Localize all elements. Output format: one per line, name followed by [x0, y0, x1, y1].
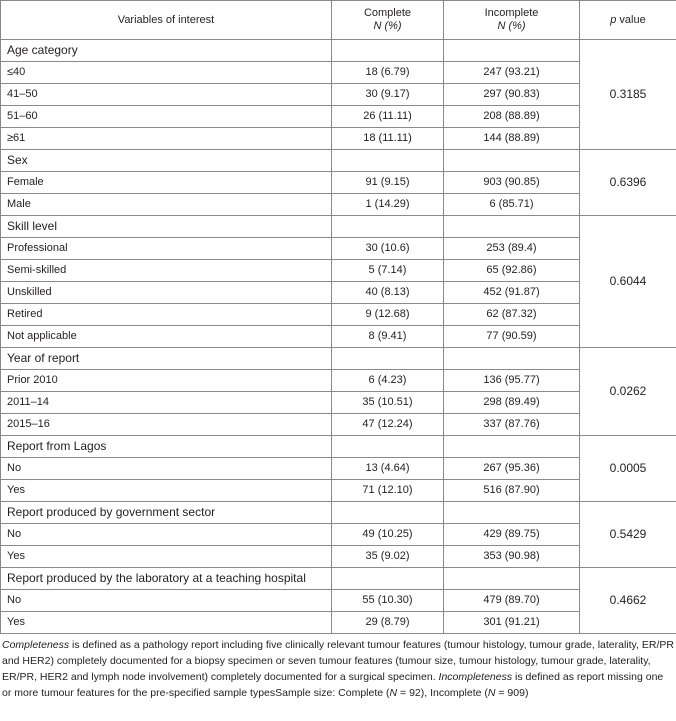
incomplete-cell: 62 (87.32) [444, 304, 580, 326]
incomplete-cell: 353 (90.98) [444, 546, 580, 568]
table-row [1, 392, 676, 414]
p-value-cell: 0.3185 [580, 40, 676, 150]
incomplete-cell: 77 (90.59) [444, 326, 580, 348]
table-row [1, 524, 676, 546]
row-label: Retired [1, 304, 332, 326]
row-label: 2011–14 [1, 392, 332, 414]
header-incomplete-title: Incomplete [484, 7, 539, 19]
p-value-cell: 0.4662 [580, 568, 676, 634]
p-value-cell: 0.0005 [580, 436, 676, 502]
group-incomplete-empty [444, 150, 580, 172]
complete-cell: 30 (9.17) [332, 84, 444, 106]
incomplete-cell: 479 (89.70) [444, 590, 580, 612]
table-row [1, 84, 676, 106]
footnote-completeness-text: is defined as a pathology report including five clinically relevant tumour features (tumour histology, tumour grade, laterality, ER/PR and HER2) completely documented for a biopsy specimen or seven tumour features (tumour size, tumour histology, tumour grade, laterality, ER/PR, HER2 and lymph node involvement) completely documented for a surgical specimen. [2, 639, 674, 683]
table-row [1, 612, 676, 634]
incomplete-cell: 903 (90.85) [444, 172, 580, 194]
complete-cell: 29 (8.79) [332, 612, 444, 634]
row-label: Not applicable [1, 326, 332, 348]
footnote-completeness-term: Completeness [2, 639, 70, 651]
table-row [1, 590, 676, 612]
row-label: ≤40 [1, 62, 332, 84]
group-title: Report produced by the laboratory at a teaching hospital [1, 568, 332, 590]
table-row [1, 304, 676, 326]
row-label: Female [1, 172, 332, 194]
complete-cell: 8 (9.41) [332, 326, 444, 348]
complete-cell: 9 (12.68) [332, 304, 444, 326]
row-label: Professional [1, 238, 332, 260]
group-title: Sex [1, 150, 332, 172]
header-incomplete [444, 1, 580, 40]
row-label: No [1, 458, 332, 480]
complete-cell: 49 (10.25) [332, 524, 444, 546]
incomplete-cell: 452 (91.87) [444, 282, 580, 304]
header-p-suffix: value [616, 13, 646, 26]
row-label: 2015–16 [1, 414, 332, 436]
group-title: Age category [1, 40, 332, 62]
footnote-n-complete-var: N [389, 687, 398, 699]
incomplete-cell: 267 (95.36) [444, 458, 580, 480]
incomplete-cell: 65 (92.86) [444, 260, 580, 282]
table-row [1, 260, 676, 282]
group-incomplete-empty [444, 436, 580, 458]
complete-cell: 71 (12.10) [332, 480, 444, 502]
footnote-incompleteness-text: is defined as report missing one or more tumour features for the pre-specified sample typesSample size: Complete ( [2, 671, 664, 699]
group-header-row [1, 502, 676, 524]
complete-cell: 13 (4.64) [332, 458, 444, 480]
incomplete-cell: 208 (88.89) [444, 106, 580, 128]
group-incomplete-empty [444, 348, 580, 370]
group-header-row [1, 568, 676, 590]
complete-cell: 18 (6.79) [332, 62, 444, 84]
row-label: Unskilled [1, 282, 332, 304]
group-incomplete-empty [444, 216, 580, 238]
row-label: Semi-skilled [1, 260, 332, 282]
table-body [1, 40, 676, 634]
row-label: Prior 2010 [1, 370, 332, 392]
header-complete-unit: N (%) [373, 20, 402, 32]
row-label: ≥61 [1, 128, 332, 150]
incomplete-cell: 247 (93.21) [444, 62, 580, 84]
complete-cell: 35 (9.02) [332, 546, 444, 568]
incomplete-cell: 297 (90.83) [444, 84, 580, 106]
table-row [1, 546, 676, 568]
group-header-row [1, 40, 676, 62]
group-complete-empty [332, 216, 444, 238]
table-header-row [1, 1, 676, 40]
table-row [1, 370, 676, 392]
header-variables: Variables of interest [1, 1, 332, 40]
complete-cell: 1 (14.29) [332, 194, 444, 216]
footnote-n-complete-value: = 92), Incomplete ( [397, 687, 488, 699]
group-title: Report from Lagos [1, 436, 332, 458]
complete-cell: 40 (8.13) [332, 282, 444, 304]
complete-cell: 6 (4.23) [332, 370, 444, 392]
incomplete-cell: 298 (89.49) [444, 392, 580, 414]
header-complete-title: Complete [363, 7, 412, 19]
incomplete-cell: 144 (88.89) [444, 128, 580, 150]
group-complete-empty [332, 436, 444, 458]
table-row [1, 326, 676, 348]
table-row [1, 62, 676, 84]
row-label: Yes [1, 480, 332, 502]
group-incomplete-empty [444, 502, 580, 524]
footnote-n-incomplete-value: = 909) [495, 687, 529, 699]
complete-cell: 55 (10.30) [332, 590, 444, 612]
footnote-n-incomplete-var: N [487, 687, 496, 699]
incomplete-cell: 337 (87.76) [444, 414, 580, 436]
header-p-value [580, 1, 676, 40]
row-label: No [1, 590, 332, 612]
row-label: 51–60 [1, 106, 332, 128]
table-row [1, 480, 676, 502]
group-complete-empty [332, 40, 444, 62]
incomplete-cell: 301 (91.21) [444, 612, 580, 634]
p-value-cell: 0.5429 [580, 502, 676, 568]
group-header-row [1, 216, 676, 238]
group-header-row [1, 150, 676, 172]
header-p-letter: p [610, 13, 617, 26]
table-row [1, 106, 676, 128]
incomplete-cell: 516 (87.90) [444, 480, 580, 502]
table-row [1, 282, 676, 304]
table-row [1, 194, 676, 216]
p-value-cell: 0.6044 [580, 216, 676, 348]
group-complete-empty [332, 150, 444, 172]
complete-cell: 26 (11.11) [332, 106, 444, 128]
group-header-row [1, 436, 676, 458]
incomplete-cell: 136 (95.77) [444, 370, 580, 392]
table-row [1, 414, 676, 436]
complete-cell: 35 (10.51) [332, 392, 444, 414]
complete-cell: 91 (9.15) [332, 172, 444, 194]
row-label: No [1, 524, 332, 546]
incomplete-cell: 253 (89.4) [444, 238, 580, 260]
group-incomplete-empty [444, 568, 580, 590]
table-row [1, 238, 676, 260]
group-complete-empty [332, 502, 444, 524]
complete-cell: 18 (11.11) [332, 128, 444, 150]
complete-cell: 5 (7.14) [332, 260, 444, 282]
group-title: Skill level [1, 216, 332, 238]
table-row [1, 172, 676, 194]
group-title: Report produced by government sector [1, 502, 332, 524]
footnote-incompleteness-term: Incompleteness [438, 671, 513, 683]
complete-cell: 47 (12.24) [332, 414, 444, 436]
group-incomplete-empty [444, 40, 580, 62]
p-value-cell: 0.6396 [580, 150, 676, 216]
table-footnote [2, 637, 674, 701]
group-title: Year of report [1, 348, 332, 370]
row-label: 41–50 [1, 84, 332, 106]
header-incomplete-unit: N (%) [497, 20, 526, 32]
p-value-cell: 0.0262 [580, 348, 676, 436]
group-complete-empty [332, 568, 444, 590]
group-header-row [1, 348, 676, 370]
row-label: Male [1, 194, 332, 216]
table-row [1, 458, 676, 480]
header-complete [332, 1, 444, 40]
complete-cell: 30 (10.6) [332, 238, 444, 260]
incomplete-cell: 429 (89.75) [444, 524, 580, 546]
incomplete-cell: 6 (85.71) [444, 194, 580, 216]
group-complete-empty [332, 348, 444, 370]
table-row [1, 128, 676, 150]
row-label: Yes [1, 546, 332, 568]
row-label: Yes [1, 612, 332, 634]
